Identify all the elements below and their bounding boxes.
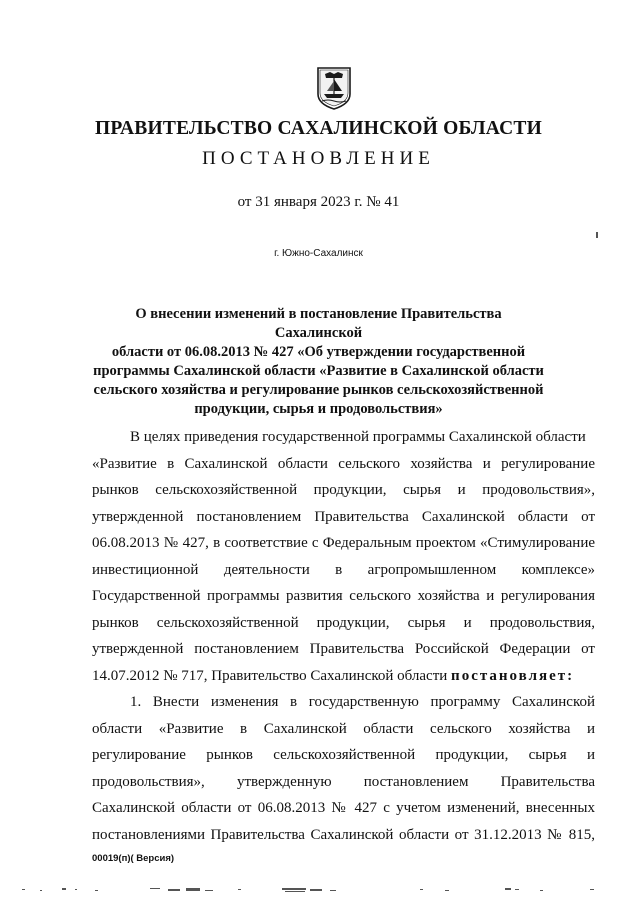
body-line: рынков сельскохозяйственной продукции, сырья и продовольствия, [92, 614, 595, 631]
body-line: утвержденной постановлением Правительства Российской Федерации от [92, 641, 595, 657]
document-subject [92, 305, 545, 419]
body-line: Сахалинской области от 06.08.2013 № 427 с учетом изменений, внесенных [92, 800, 595, 816]
subject-line: продукции, сырья и продовольствия» [194, 401, 443, 417]
document-type: ПОСТАНОВЛЕНИЕ [202, 148, 435, 169]
document-city: г. Южно-Сахалинск [274, 248, 363, 259]
document-version-code: 00019(п)( Версия) [92, 853, 175, 864]
body-line: инвестиционной деятельности в агропромышленном комплексе» [92, 561, 595, 578]
subject-line: сельского хозяйства и регулирование рынков сельскохозяйственной [93, 382, 544, 398]
body-line: постановлениями Правительства Сахалинской области от 31.12.2013 № 815, [92, 826, 595, 843]
body-line [92, 663, 595, 690]
body-line: рынков сельскохозяйственной продукции, сырья и продовольствия», [92, 482, 595, 498]
body-line: продовольствия», утвержденную постановлением Правительства [92, 773, 595, 790]
document-date-number: от 31 января 2023 г. № 41 [237, 194, 400, 210]
document-body [92, 424, 595, 848]
body-line: 1. Внести изменения в государственную программу Сахалинской [130, 694, 595, 710]
body-line-text: 14.07.2012 № 717, Правительство Сахалинской области [92, 667, 448, 684]
decree-word: постановляет: [451, 667, 575, 684]
subject-line: О внесении изменений в постановление Правительства Сахалинской [135, 306, 502, 341]
body-line: области «Развитие в Сахалинской области сельского хозяйства и [92, 720, 595, 737]
subject-line: области от 06.08.2013 № 427 «Об утверждении государственной [111, 344, 526, 360]
subject-line: программы Сахалинской области «Развитие в Сахалинской области [93, 363, 544, 379]
body-line: 06.08.2013 № 427, в соответствие с Федеральным проектом «Стимулирование [92, 535, 595, 551]
coat-of-arms-icon [316, 60, 352, 110]
body-line: регулирование рынков сельскохозяйственной продукции, сырья и [92, 747, 595, 763]
scan-noise-strip [0, 880, 637, 900]
body-line: В целях приведения государственной программы Сахалинской области [130, 429, 586, 445]
scan-artifact [596, 232, 598, 238]
body-line: Государственной программы развития сельского хозяйства и регулирования [92, 588, 595, 604]
body-line: «Развитие в Сахалинской области сельского хозяйства и регулирование [92, 455, 595, 472]
government-title: ПРАВИТЕЛЬСТВО САХАЛИНСКОЙ ОБЛАСТИ [95, 118, 542, 139]
body-line: утвержденной постановлением Правительства Сахалинской области от [92, 508, 595, 525]
